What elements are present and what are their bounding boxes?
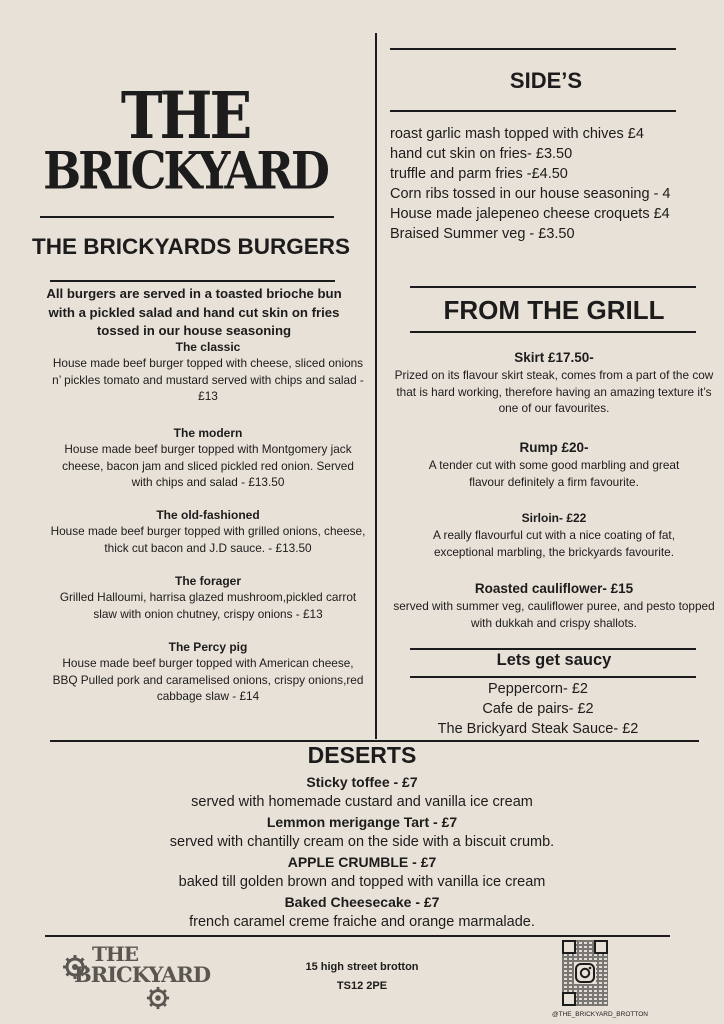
- burger-item: [50, 425, 366, 507]
- desert-name: Sticky toffee - £7: [306, 774, 418, 790]
- side-item: hand cut skin on fries- £3.50: [390, 146, 573, 162]
- address-line-1: 15 high street brotton: [305, 961, 419, 973]
- column-divider: [375, 33, 377, 739]
- divider: [40, 216, 334, 218]
- deserts-title: DESERTS: [307, 742, 417, 768]
- burger-list: [50, 339, 366, 705]
- logo-line-2: BRICKYARD: [43, 140, 327, 201]
- divider: [410, 676, 696, 678]
- sauce-item: The Brickyard Steak Sauce- £2: [437, 721, 639, 737]
- burger-desc: House made beef burger topped with Montgomery jack cheese, bacon jam and sliced pickled red onion. Served with chips and salad - £13.50: [62, 442, 354, 489]
- sauces-list: [390, 679, 686, 739]
- side-item: Braised Summer veg - £3.50: [390, 226, 575, 242]
- deserts-list: [80, 772, 644, 932]
- side-item: House made jalepeneo cheese croquets £4: [390, 206, 670, 222]
- instagram-icon: [574, 962, 596, 984]
- address-line-2: TS12 2PE: [336, 980, 388, 992]
- grill-desc: Prized on its flavour skirt steak, comes from a part of the cow that is hard working, therefore having an amazing texture it’s one of our favourites.: [394, 368, 714, 415]
- grill-name: Roasted cauliflower- £15: [474, 581, 634, 596]
- grill-name: Sirloin- £22: [521, 511, 587, 525]
- desert-desc: served with homemade custard and vanilla ice cream: [191, 794, 533, 810]
- burger-item: [50, 639, 366, 705]
- grill-name: Skirt £17.50-: [514, 350, 594, 365]
- grill-desc: A tender cut with some good marbling and great flavour definitely a firm favourite.: [428, 458, 680, 489]
- brand-logo: [20, 78, 350, 201]
- address: [262, 958, 462, 996]
- sides-list: [390, 124, 720, 244]
- qr-finder: [562, 940, 576, 954]
- divider: [410, 648, 696, 650]
- gear-icon: [146, 986, 170, 1010]
- grill-item: [385, 580, 723, 631]
- sides-title: SIDE’S: [509, 68, 583, 93]
- burger-item: [50, 573, 366, 639]
- divider: [50, 280, 335, 282]
- footer-logo: [60, 942, 211, 1014]
- burger-name: The classic: [175, 340, 241, 354]
- burger-item: [50, 507, 366, 573]
- sauce-item: Cafe de pairs- £2: [482, 701, 594, 717]
- small-logo-line-1: THE: [92, 942, 139, 966]
- grill-item: [385, 509, 723, 580]
- grill-item: [385, 439, 723, 509]
- divider: [410, 286, 696, 288]
- burgers-title: THE BRICKYARDS BURGERS: [32, 234, 350, 259]
- divider: [390, 110, 676, 112]
- desert-desc: served with chantilly cream on the side with a biscuit crumb.: [169, 834, 555, 850]
- burger-desc: House made beef burger topped with American cheese, BBQ Pulled pork and caramelised onions, crispy onions,red cabbage slaw - £14: [52, 656, 364, 703]
- grill-title: FROM THE GRILL: [443, 295, 665, 325]
- grill-desc: A really flavourful cut with a nice coating of fat, exceptional marbling, the brickyards favourite.: [433, 528, 675, 559]
- side-item: Corn ribs tossed in our house seasoning - 4: [390, 186, 671, 202]
- divider: [410, 331, 696, 333]
- burger-name: The forager: [174, 574, 241, 588]
- desert-desc: french caramel creme fraiche and orange marmalade.: [189, 914, 535, 930]
- burger-desc: Grilled Halloumi, harrisa glazed mushroom,pickled carrot slaw with onion chutney, crispy onions - £13: [59, 590, 357, 621]
- side-item: roast garlic mash topped with chives £4: [390, 126, 644, 142]
- desert-name: Lemmon merigange Tart - £7: [266, 814, 458, 830]
- grill-desc: served with summer veg, cauliflower puree, and pesto topped with dukkah and crispy shallots.: [393, 599, 715, 630]
- desert-name: APPLE CRUMBLE - £7: [287, 854, 437, 870]
- side-item: truffle and parm fries -£4.50: [390, 166, 568, 182]
- grill-name: Rump £20-: [519, 440, 589, 455]
- burger-desc: House made beef burger topped with grilled onions, cheese, thick cut bacon and J.D sauce. - £13.50: [50, 524, 366, 555]
- qr-finder: [594, 940, 608, 954]
- qr-finder: [562, 992, 576, 1006]
- logo-line-1: THE: [120, 78, 250, 154]
- burger-name: The modern: [173, 426, 243, 440]
- burger-name: The old-fashioned: [156, 508, 260, 522]
- desert-name: Baked Cheesecake - £7: [284, 894, 440, 910]
- divider: [45, 935, 670, 937]
- burgers-intro: All burgers are served in a toasted brioche bun with a pickled salad and hand cut skin on fries tossed in our house seasoning: [46, 286, 342, 338]
- burger-item: [50, 339, 366, 425]
- burger-name: The Percy pig: [168, 640, 248, 654]
- grill-item: [385, 349, 723, 439]
- desert-desc: baked till golden brown and topped with vanilla ice cream: [178, 874, 546, 890]
- divider: [390, 48, 676, 50]
- grill-list: [385, 349, 723, 631]
- burger-desc: House made beef burger topped with cheese, sliced onions n’ pickles tomato and mustard served with chips and salad - £13: [52, 356, 364, 403]
- social-handle: @THE_BRICKYARD_BROTTON: [552, 1011, 648, 1018]
- sauces-title: Lets get saucy: [496, 651, 612, 669]
- small-logo-line-2: BRICKYARD: [74, 962, 211, 987]
- sauce-item: Peppercorn- £2: [488, 681, 588, 697]
